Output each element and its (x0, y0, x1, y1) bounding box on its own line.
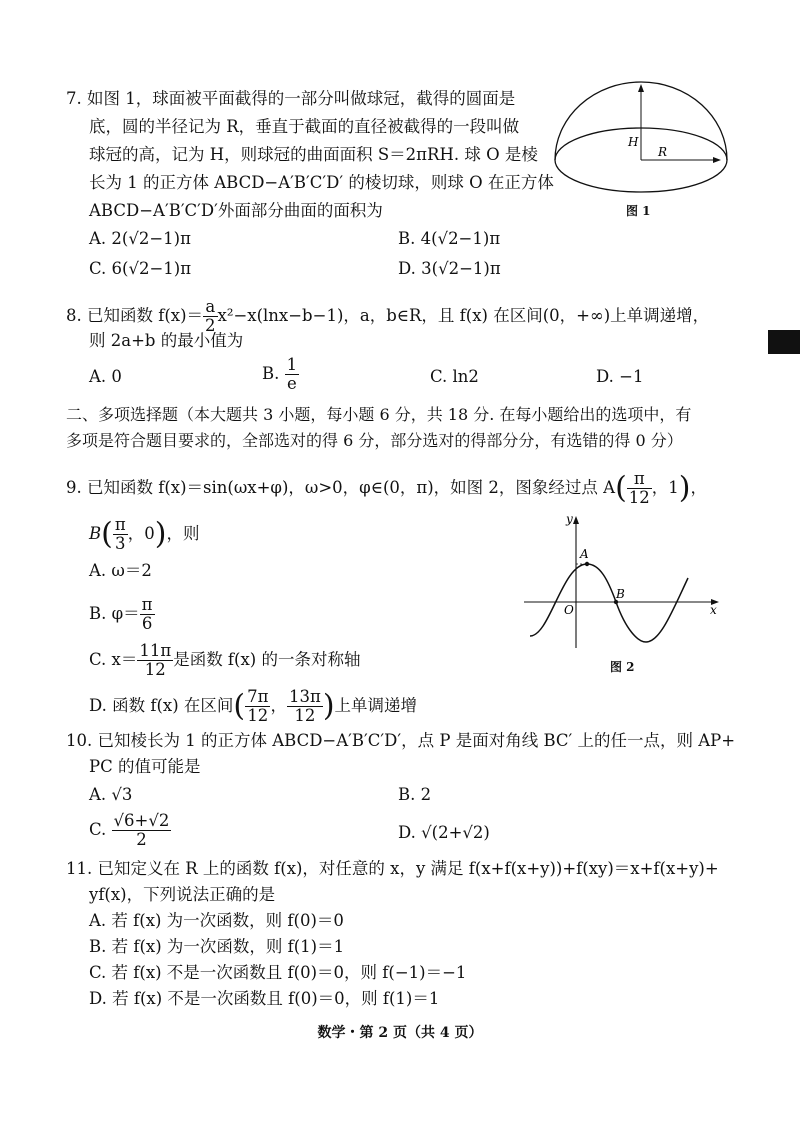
q11-option-d: D. 若 f(x) 不是一次函数且 f(0)＝0，则 f(1)＝1 (89, 989, 440, 1008)
q10-option-c-label: C. (89, 820, 107, 839)
q8-line-2: 则 2a+b 的最小值为 (89, 331, 244, 350)
q9-point-b-fraction (113, 516, 128, 553)
q11-line-2: yf(x)，下列说法正确的是 (89, 885, 276, 904)
q8-option-b-fraction (285, 356, 300, 393)
q9-option-d-fraction-2 (287, 688, 323, 725)
q9-line-1-start: 9. 已知函数 f(x)＝sin(ωx+φ)，ω>0，φ∈(0，π)，如图 2，图象经过点 A (66, 478, 616, 497)
q10-option-d: D. √(2+√2) (398, 823, 490, 842)
q8-option-a: A. 0 (89, 367, 122, 386)
q8-option-c: C. ln2 (430, 367, 479, 386)
q7-option-a: A. 2(√2−1)π (89, 229, 191, 248)
q9-option-c-end: 是函数 f(x) 的一条对称轴 (173, 650, 361, 669)
q9-option-d-start: D. 函数 f(x) 在区间 (89, 696, 234, 715)
q11-option-c: C. 若 f(x) 不是一次函数且 f(0)＝0，则 f(−1)＝−1 (89, 963, 467, 982)
q9-line-2: B( $\frac{\pi}{3}$ ，0)，则 (89, 515, 200, 553)
section-2-line-2: 多项是符合题目要求的，全部选对的得 6 分，部分选对的得部分分，有选错的得 0 分） (66, 431, 683, 450)
q9-option-a: A. ω＝2 (89, 561, 152, 580)
q10-option-a: A. √3 (89, 785, 133, 804)
q10-option-b: B. 2 (398, 785, 432, 804)
q7-line-1: 7. 如图 1，球面被平面截得的一部分叫做球冠，截得的圆面是 (66, 89, 516, 108)
q8-option-b (262, 356, 299, 393)
figure-2-sine-graph (520, 512, 730, 652)
q8-b-num: 1 (286, 355, 298, 374)
q9-option-d-fraction-1 (245, 688, 270, 725)
fig2-x-label: x (710, 603, 717, 617)
q8-line-1-end: x²−x(lnx−b−1)，a，b∈R，且 f(x) 在区间(0，+∞)上单调递增， (217, 306, 710, 325)
q9-line-2-end: ，则 (166, 524, 200, 543)
fig2-point-a-label: A (580, 547, 589, 561)
q9-option-d: D. 函数 f(x) 在区间( $\frac{7\pi}{12}$ ， $\frac{13\pi}{12}$ )上单调递增 (89, 687, 418, 725)
q9-optb-den: 6 (141, 614, 153, 633)
q9-option-c-start: C. x＝ (89, 650, 138, 669)
q8-option-d: D. −1 (596, 367, 644, 386)
q9-optc-num: 11π (139, 641, 172, 660)
q9-line-1: 9. 已知函数 f(x)＝sin(ωx+φ)，ω>0，φ∈(0，π)，如图 2，图象经过点 A( $\frac{\pi}{12}$ ，1)， (66, 469, 708, 507)
q9-point-a-fraction (627, 470, 652, 507)
figure-2-caption: 图 2 (610, 660, 635, 674)
q9-optb-num: π (141, 595, 153, 614)
q9-option-b (89, 596, 155, 633)
section-2-line-1: 二、多项选择题（本大题共 3 小题，每小题 6 分，共 18 分. 在每小题给出的选项中，有 (66, 405, 692, 424)
q10-option-c (89, 812, 171, 849)
figure-1-spherical-cap (552, 78, 734, 198)
q9-option-c (89, 642, 360, 679)
q7-line-5: ABCD−A′B′C′D′外面部分曲面的面积为 (89, 201, 383, 220)
q11-line-1: 11. 已知定义在 R 上的函数 f(x)，对任意的 x，y 满足 f(x+f(x+y))+f(xy)＝x+f(x+y)+ (66, 859, 719, 878)
q9-optd-num1: 7π (247, 687, 269, 706)
q8-frac-num: a (203, 298, 218, 317)
q9-optd-den1: 12 (247, 706, 269, 725)
q11-option-a: A. 若 f(x) 为一次函数，则 f(0)＝0 (89, 911, 344, 930)
q10-option-c-fraction (112, 812, 172, 849)
q9-b-tail: ，0 (127, 524, 155, 543)
q9-point-b-label: B (89, 524, 102, 543)
page-edge-marker (768, 330, 800, 354)
q7-line-4: 长为 1 的正方体 ABCD−A′B′C′D′ 的棱切球，则球 O 在正方体 (89, 173, 554, 192)
q7-option-c: C. 6(√2−1)π (89, 259, 192, 278)
q9-optd-comma: ， (270, 696, 287, 715)
q9-b-den: 3 (115, 534, 126, 553)
q9-a-num: π (627, 470, 652, 489)
q10-line-2: PC 的值可能是 (89, 757, 201, 776)
q8-line-1-start: 8. 已知函数 f(x)＝ (66, 306, 204, 325)
q7-line-2: 底，圆的半径记为 R，垂直于截面的直径被截得的一段叫做 (89, 117, 520, 136)
fig1-h-label: H (628, 135, 639, 149)
q9-a-den: 12 (628, 488, 650, 507)
q9-optd-num2: 13π (288, 687, 321, 706)
q7-line-3: 球冠的高，记为 H，则球冠的曲面面积 S＝2πRH. 球 O 是棱 (89, 145, 538, 164)
q10-line-1: 10. 已知棱长为 1 的正方体 ABCD−A′B′C′D′，点 P 是面对角线 BC′ 上的任一点，则 AP+ (66, 731, 736, 750)
fig2-y-label: y (566, 512, 573, 526)
q10-c-den: 2 (136, 830, 147, 849)
q9-optd-den2: 12 (294, 706, 316, 725)
q8-b-den: e (286, 374, 297, 393)
fig1-r-label: R (658, 145, 668, 159)
fig2-origin-label: O (564, 603, 574, 617)
q8-frac-den: 2 (205, 316, 216, 335)
q9-b-num: π (114, 515, 126, 534)
q9-optc-den: 12 (144, 660, 166, 679)
q9-option-b-start: B. φ＝ (89, 604, 140, 623)
figure-1-caption: 图 1 (626, 204, 651, 218)
q10-c-num: √6+√2 (113, 811, 170, 830)
fig2-point-b-label: B (616, 587, 625, 601)
q9-option-c-fraction (137, 642, 173, 679)
q8-option-b-label: B. (262, 364, 280, 383)
q7-option-b: B. 4(√2−1)π (398, 229, 501, 248)
q9-option-b-fraction (140, 596, 155, 633)
q9-option-d-end: 上单调递增 (334, 696, 418, 715)
q11-option-b: B. 若 f(x) 为一次函数，则 f(1)＝1 (89, 937, 345, 956)
q9-a-tail: ，1 (651, 478, 679, 497)
q7-option-d: D. 3(√2−1)π (398, 259, 501, 278)
page-footer: 数学・第 2 页（共 4 页） (317, 1025, 483, 1041)
